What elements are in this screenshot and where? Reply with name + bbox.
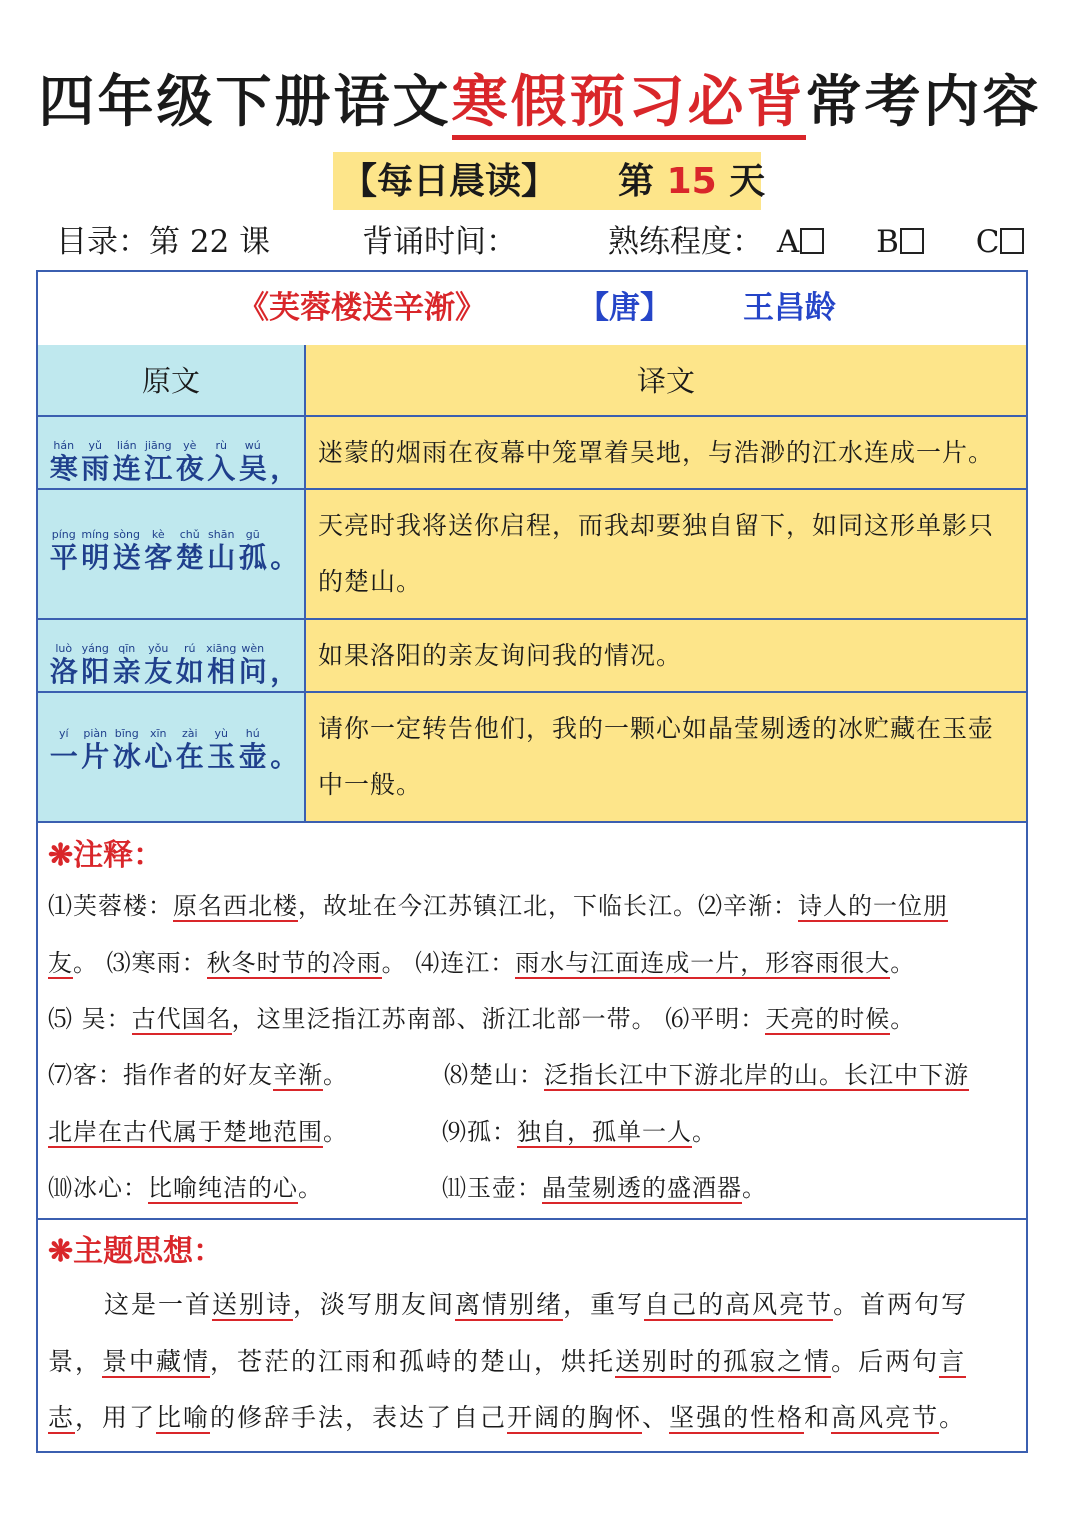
poem-char <box>80 727 112 773</box>
translation-line: 如果洛阳的亲友询问我的情况。 <box>318 641 683 670</box>
text-segment: 。首两句写 <box>833 1290 969 1319</box>
pinyin: míng <box>81 528 110 541</box>
hanzi: 问 <box>238 655 267 688</box>
hanzi: 洛 <box>49 655 78 688</box>
poem-header <box>38 272 1026 347</box>
page-title <box>0 62 1080 142</box>
pinyin <box>269 642 301 656</box>
poem-line <box>38 439 300 485</box>
pinyin: bīng <box>114 727 139 740</box>
key-phrase: 送别时的孤寂之情 <box>615 1347 832 1376</box>
key-phrase: 比喻纯洁的心 <box>148 1174 298 1202</box>
hanzi: ， <box>270 452 299 485</box>
key-phrase: 送别诗 <box>212 1290 294 1319</box>
pinyin: wèn <box>241 642 265 655</box>
hanzi: 友 <box>144 655 173 688</box>
translation-text <box>318 498 1018 610</box>
poem-char <box>174 439 206 485</box>
daily-reading-banner <box>333 152 766 210</box>
pinyin: yù <box>214 727 228 740</box>
poem-title: 《芙蓉楼送辛渐》 <box>238 290 486 326</box>
pinyin: píng <box>51 528 76 541</box>
theme-heading: ❋主题思想： <box>48 1234 224 1269</box>
key-phrase: 景中藏情 <box>102 1347 211 1376</box>
level-a-label: A <box>776 224 800 260</box>
poem-char <box>206 642 238 688</box>
level-b-label: B <box>876 224 899 260</box>
poem-char <box>80 439 112 485</box>
table-row <box>38 490 1026 620</box>
pinyin: kè <box>151 528 165 541</box>
text-segment: 。 <box>939 1403 967 1432</box>
poem-char <box>237 528 269 574</box>
pinyin: chǔ <box>179 528 200 541</box>
text-segment: 。 <box>890 1005 916 1033</box>
hanzi: 一 <box>49 740 78 773</box>
hanzi: 江 <box>144 452 173 485</box>
poem-table <box>38 345 1026 823</box>
text-segment: 景， <box>48 1347 103 1376</box>
hanzi: 雨 <box>81 452 110 485</box>
text-segment: 、 <box>642 1403 670 1432</box>
pinyin <box>269 439 301 453</box>
pinyin: xiāng <box>206 642 237 655</box>
key-phrase: 高风亮节 <box>831 1403 940 1432</box>
day-number: 15 <box>666 161 717 202</box>
key-phrase: 言 <box>939 1347 967 1376</box>
pinyin: hú <box>245 727 260 740</box>
poem-char <box>237 727 269 773</box>
hanzi: 壶 <box>238 740 267 773</box>
proficiency <box>608 220 1024 264</box>
text-segment: ，这里泛指江苏南部、浙江北部一带。 ⑹平明： <box>231 1005 766 1033</box>
key-phrase: 天亮的时候 <box>765 1005 891 1033</box>
pinyin: yè <box>183 439 197 452</box>
hanzi: 孤 <box>238 541 267 574</box>
table-header-row <box>38 345 1026 417</box>
text-segment: 和 <box>804 1403 832 1432</box>
day-pre: 第 <box>618 160 655 202</box>
text-segment: 。 ⑶寒雨： <box>73 949 207 977</box>
poem-char <box>48 642 80 688</box>
key-phrase: 秋冬时节的冷雨 <box>206 949 382 977</box>
poem-char <box>269 642 301 688</box>
note-line <box>48 1109 348 1155</box>
pinyin: yí <box>58 727 69 740</box>
pinyin: qīn <box>118 642 136 655</box>
key-phrase: 友 <box>48 949 73 977</box>
hanzi: 如 <box>175 655 204 688</box>
proficiency-label: 熟练程度： <box>608 224 763 260</box>
text-segment: 。 <box>692 1118 717 1146</box>
level-c-label: C <box>975 224 1000 260</box>
key-phrase: 离情别绪 <box>455 1290 564 1319</box>
hanzi: 亲 <box>112 655 141 688</box>
pinyin: lián <box>116 439 137 452</box>
hanzi: 阳 <box>81 655 110 688</box>
pinyin: rú <box>184 642 196 655</box>
text-segment: ，淡写朋友间 <box>293 1290 456 1319</box>
poem-char <box>111 642 143 688</box>
key-phrase: 辛渐 <box>273 1061 323 1089</box>
pinyin <box>269 528 301 542</box>
catalog: 目录：第 22 课 <box>56 224 271 260</box>
pinyin: wú <box>244 439 261 452</box>
text-segment: 的修辞手法，表达了自己 <box>210 1403 508 1432</box>
poem-char <box>80 528 112 574</box>
pinyin: piàn <box>83 727 108 740</box>
text-segment: 。 ⑷连江： <box>381 949 516 977</box>
poem-char <box>111 528 143 574</box>
poem-char <box>48 727 80 773</box>
text-segment: ⑴芙蓉楼： <box>48 892 173 920</box>
text-segment: ，故址在今江苏镇江北，下临长江。⑵辛渐： <box>298 892 798 920</box>
day-counter <box>618 152 765 211</box>
pinyin <box>269 727 301 741</box>
col-original: 原文 <box>141 364 200 398</box>
key-phrase: 开阔的胸怀 <box>507 1403 643 1432</box>
key-phrase: 雨水与江面连成一片，形容雨很大 <box>515 949 891 977</box>
text-segment: 。 <box>742 1174 767 1202</box>
notes-heading: ❋注释： <box>48 838 164 873</box>
poem-char <box>174 528 206 574</box>
key-phrase: 原名西北楼 <box>173 892 298 920</box>
poem-line <box>38 642 300 688</box>
text-segment: ⑾玉壶： <box>442 1174 542 1202</box>
hanzi: 连 <box>112 452 141 485</box>
pinyin: jiāng <box>144 439 172 452</box>
poem-author: 王昌龄 <box>743 290 836 326</box>
text-segment: 这是一首 <box>104 1290 213 1319</box>
note-line <box>442 1109 717 1155</box>
translation-line: 中一般。 <box>318 770 423 799</box>
key-phrase: 北岸在古代属于楚地范围 <box>48 1118 323 1146</box>
translation-line: 迷蒙的烟雨在夜幕中笼罩着吴地，与浩渺的江水连成一片。 <box>318 438 995 467</box>
poem-char <box>111 439 143 485</box>
poem-char <box>48 528 80 574</box>
text-segment: ⑼孤： <box>442 1118 517 1146</box>
translation-line: 请你一定转告他们，我的一颗心如晶莹剔透的冰贮藏在玉壶 <box>318 714 995 743</box>
poem-line <box>38 727 300 773</box>
pinyin: hán <box>53 439 75 452</box>
text-segment: 。 <box>298 1174 323 1202</box>
hanzi: 冰 <box>112 740 141 773</box>
hanzi: 明 <box>81 541 110 574</box>
poem-char <box>237 642 269 688</box>
hanzi: 相 <box>207 655 236 688</box>
hanzi: 楚 <box>175 541 204 574</box>
title-part: 常考内容 <box>805 69 1042 135</box>
hanzi: 送 <box>112 541 141 574</box>
level-a-checkbox[interactable] <box>800 228 824 254</box>
table-row <box>38 417 1026 490</box>
key-phrase: 诗人的一位朋 <box>798 892 948 920</box>
recite-time: 背诵时间： <box>362 224 517 260</box>
daily-reading-label: 【每日晨读】 <box>341 160 558 202</box>
pinyin: gū <box>245 528 260 541</box>
poem-dynasty: 【唐】 <box>578 290 671 326</box>
hanzi: 心 <box>144 740 173 773</box>
title-part: 四年级下册语文 <box>38 69 452 135</box>
key-phrase: 古代国名 <box>131 1005 232 1033</box>
translation-line: 天亮时我将送你启程，而我却要独自留下，如同这形单影只 <box>318 511 995 540</box>
section-divider <box>38 1218 1026 1220</box>
poem-line <box>38 528 300 574</box>
text-segment: ，用了 <box>75 1403 157 1432</box>
key-phrase: 晶莹剔透的盛酒器 <box>542 1174 742 1202</box>
hanzi: 在 <box>175 740 204 773</box>
poem-char <box>237 439 269 485</box>
hanzi: 山 <box>207 541 236 574</box>
hanzi: 玉 <box>207 740 236 773</box>
text-segment: ，重写 <box>563 1290 645 1319</box>
poem-char <box>143 642 175 688</box>
text-segment: ⑺客：指作者的好友 <box>48 1061 273 1089</box>
text-segment: ⑸ 吴： <box>48 1005 132 1033</box>
note-line <box>48 996 915 1042</box>
key-phrase: 比喻 <box>156 1403 211 1432</box>
day-post: 天 <box>729 160 766 202</box>
hanzi: 。 <box>270 541 299 574</box>
hanzi: 。 <box>270 740 299 773</box>
text-segment: 。后两句 <box>831 1347 940 1376</box>
hanzi: 入 <box>207 452 236 485</box>
poem-char <box>143 439 175 485</box>
poem-char <box>269 727 301 773</box>
level-b-checkbox[interactable] <box>900 228 924 254</box>
poem-char <box>143 727 175 773</box>
note-line <box>444 1052 969 1098</box>
text-segment: 。 <box>323 1061 348 1089</box>
poem-char <box>206 439 238 485</box>
hanzi: 片 <box>81 740 110 773</box>
note-line <box>48 1165 323 1211</box>
theme-line <box>48 1337 966 1387</box>
table-row <box>38 693 1026 823</box>
pinyin: luò <box>55 642 73 655</box>
poem-char <box>269 439 301 485</box>
key-phrase: 泛指长江中下游北岸的山。长江中下游 <box>544 1061 969 1089</box>
poem-char <box>174 642 206 688</box>
pinyin: rù <box>215 439 227 452</box>
theme-line <box>104 1280 968 1330</box>
hanzi: ， <box>270 655 299 688</box>
pinyin: zài <box>181 727 198 740</box>
key-phrase: 独自，孤单一人 <box>517 1118 692 1146</box>
hanzi: 客 <box>144 541 173 574</box>
translation-text <box>318 425 1018 481</box>
poem-char <box>48 439 80 485</box>
hanzi: 寒 <box>49 452 78 485</box>
poem-char <box>80 642 112 688</box>
note-line <box>442 1165 767 1211</box>
poem-char <box>206 528 238 574</box>
poem-sheet <box>36 270 1028 1453</box>
key-phrase: 坚强的性格 <box>669 1403 805 1432</box>
translation-text <box>318 628 1018 684</box>
text-segment: ⑽冰心： <box>48 1174 148 1202</box>
pinyin: xīn <box>149 727 167 740</box>
poem-char <box>206 727 238 773</box>
pinyin: yǔ <box>88 439 102 452</box>
poem-char <box>174 727 206 773</box>
pinyin: yǒu <box>148 642 169 655</box>
text-segment: 。 <box>890 949 916 977</box>
translation-line: 的楚山。 <box>318 567 423 596</box>
text-segment: ⑻楚山： <box>444 1061 544 1089</box>
key-phrase: 志 <box>48 1403 76 1432</box>
level-c-checkbox[interactable] <box>1000 228 1024 254</box>
text-segment: ，苍茫的江雨和孤峙的楚山，烘托 <box>210 1347 616 1376</box>
note-line <box>48 940 915 986</box>
pinyin: sòng <box>113 528 140 541</box>
pinyin: yáng <box>81 642 109 655</box>
note-line <box>48 1052 348 1098</box>
hanzi: 吴 <box>238 452 267 485</box>
poem-char <box>111 727 143 773</box>
theme-line <box>48 1393 966 1443</box>
text-segment: 。 <box>323 1118 348 1146</box>
poem-char <box>269 528 301 574</box>
key-phrase: 自己的高风亮节 <box>644 1290 834 1319</box>
poem-char <box>143 528 175 574</box>
note-line <box>48 883 948 929</box>
hanzi: 夜 <box>175 452 204 485</box>
translation-text <box>318 701 1018 813</box>
title-highlight: 寒假预习必背 <box>452 69 806 140</box>
table-row <box>38 620 1026 693</box>
col-translation: 译文 <box>636 364 695 398</box>
hanzi: 平 <box>49 541 78 574</box>
pinyin: shān <box>208 528 235 541</box>
